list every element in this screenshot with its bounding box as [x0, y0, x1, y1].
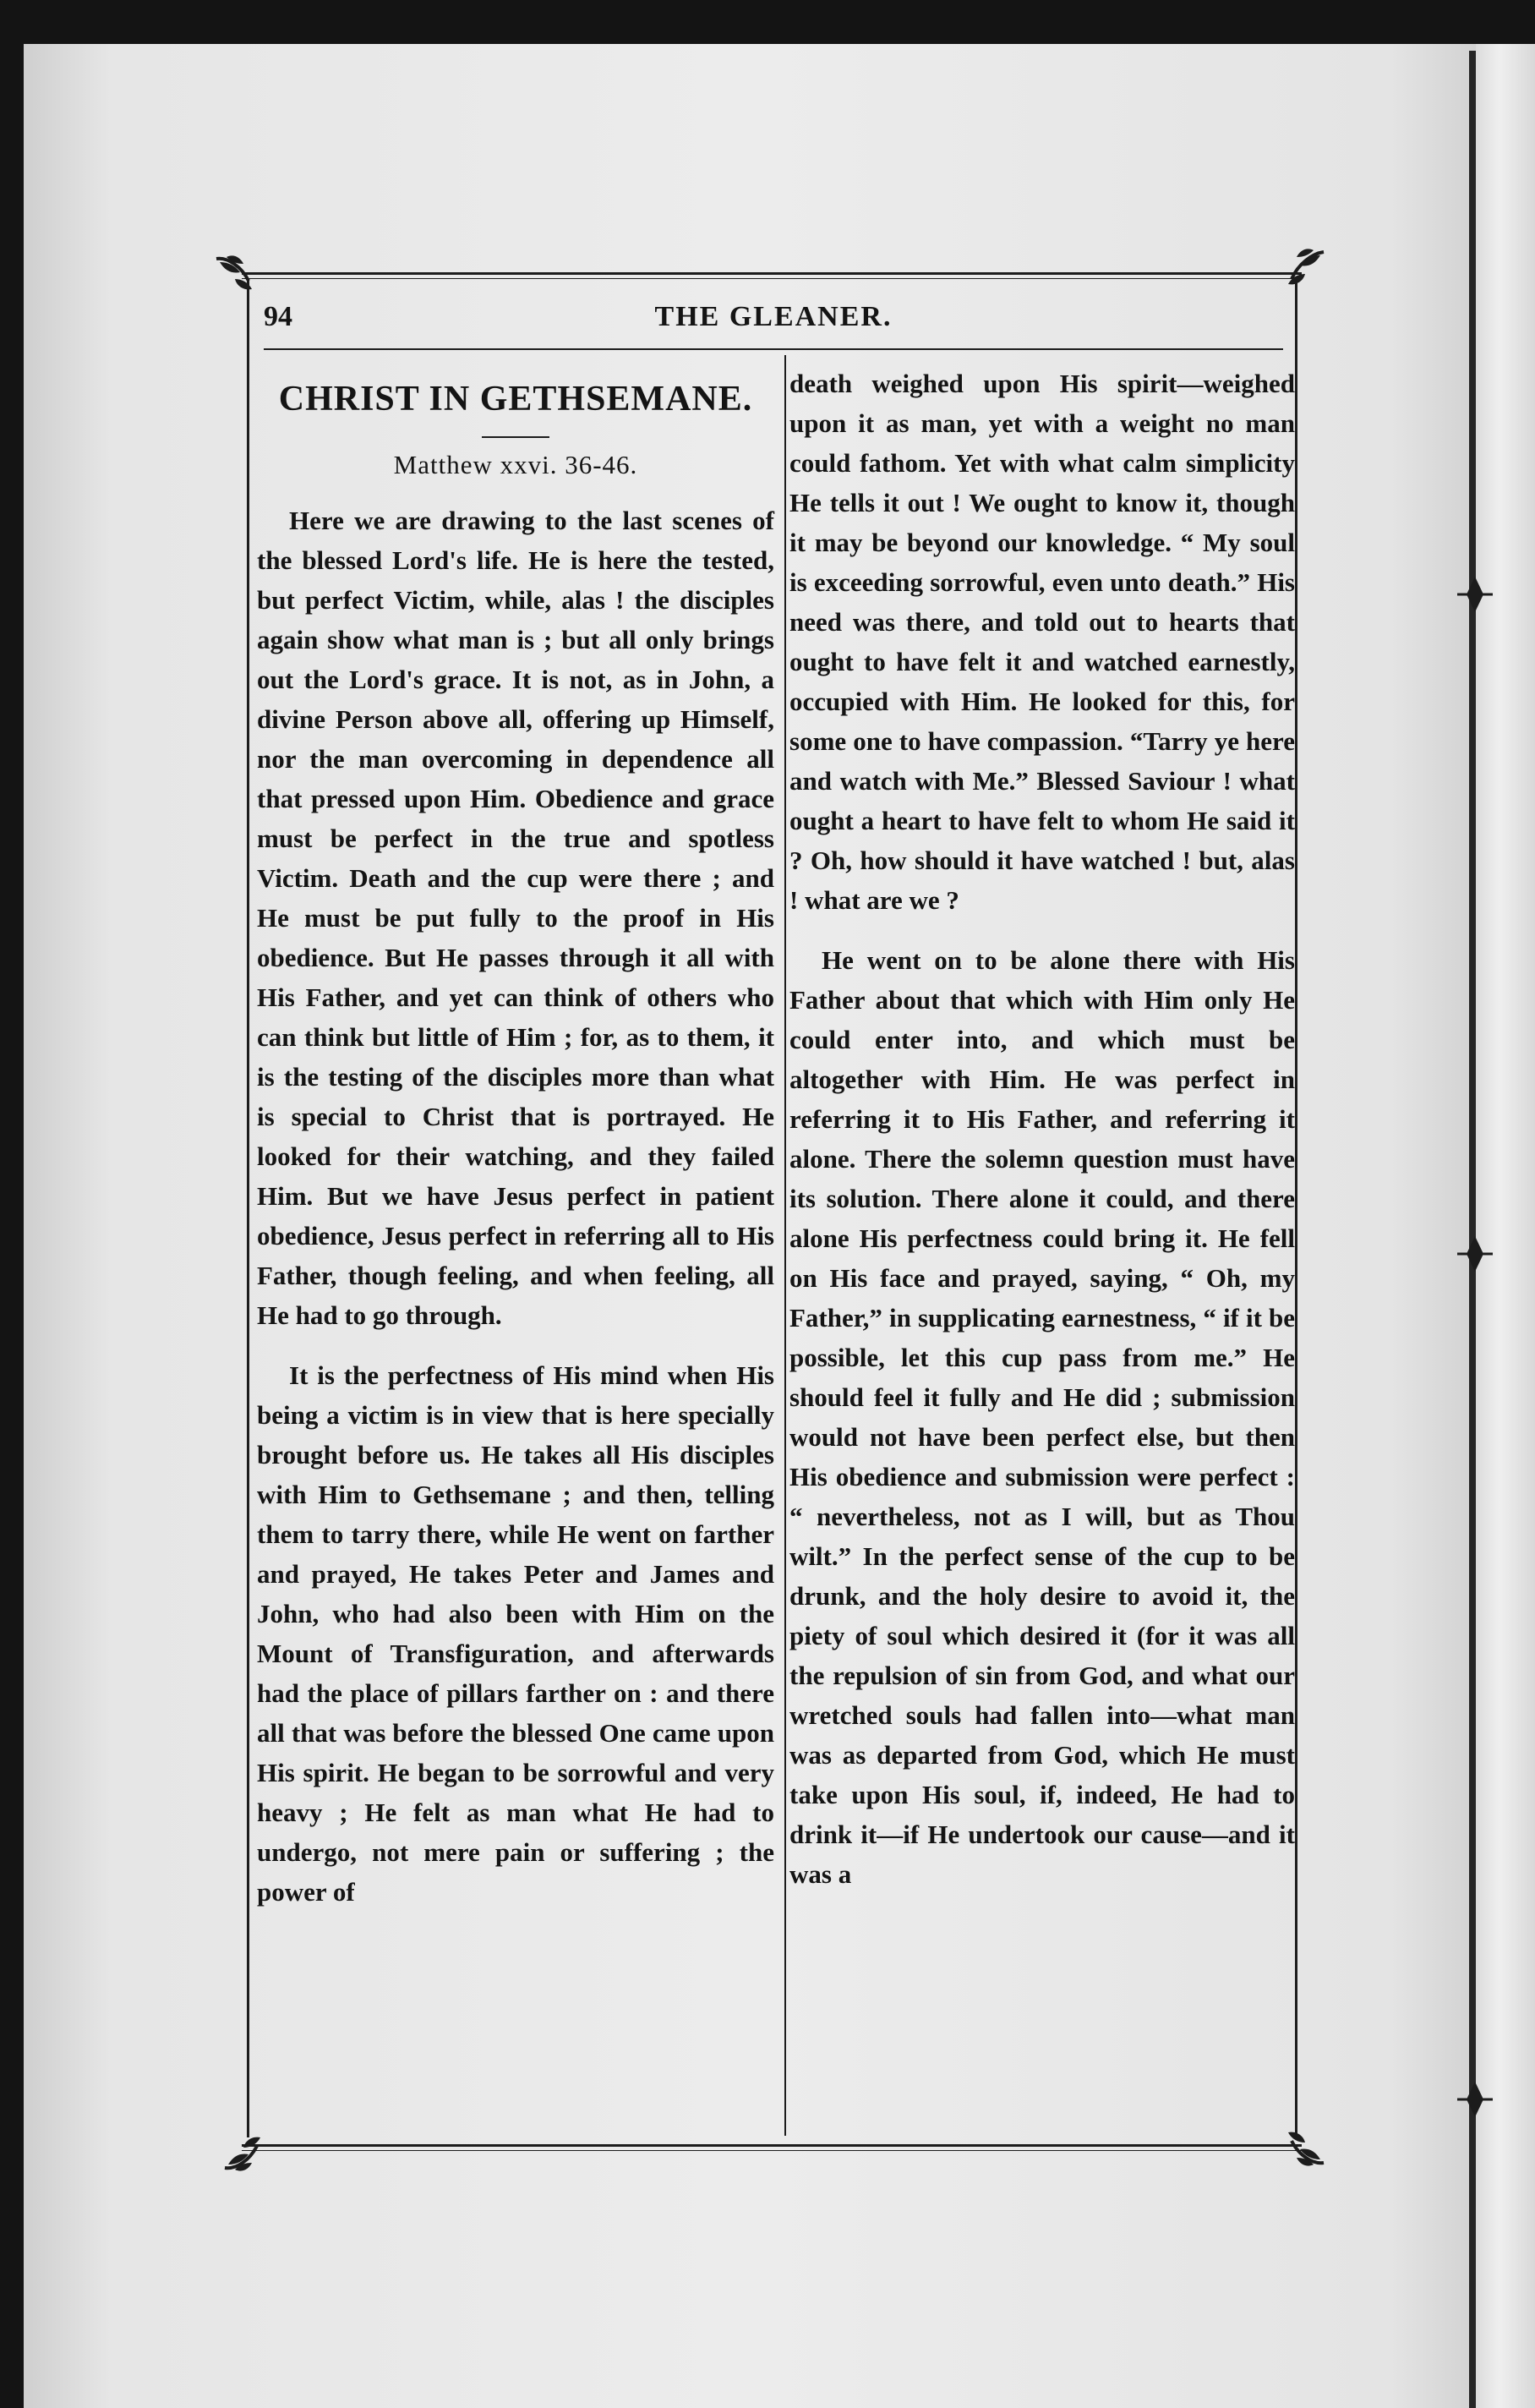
- leaf-sprig-icon: [218, 2124, 270, 2176]
- journal-title: THE GLEANER.: [654, 301, 893, 332]
- arrowhead-mark-icon: [1456, 575, 1494, 614]
- arrowhead-mark-icon: [1456, 2080, 1494, 2119]
- page-fold-line: [1469, 51, 1476, 2408]
- right-column: [789, 364, 1295, 1894]
- article-title: CHRIST IN GETHSEMANE.: [278, 380, 753, 419]
- paragraph: It is the perfectness of His mind when His being a victim is in view that is here specially brought before us. He takes all His disciples with Him to Gethsemane ; and then, telling them to tarry there, while He went on farther and prayed, He takes Peter and James and John, who had also been with Him on the Mount of Transfiguration, and afterwards had the place of pillars farther on : and there all that was before the blessed One came upon His spirit. He began to be sorrowful and very heavy ; He felt as man what He had to undergo, not mere pain or suffering ; the power of: [257, 1360, 774, 1907]
- arrowhead-mark-icon: [1456, 1234, 1494, 1273]
- adjacent-page-strip: [1476, 44, 1535, 2408]
- frame-top-rule: [242, 272, 1302, 275]
- leaf-sprig-icon: [1278, 245, 1330, 298]
- left-column: [257, 364, 774, 1912]
- running-head: [264, 298, 1283, 345]
- paragraph: He went on to be alone there with His Father about that which with Him only He could enter into, and which must be altogether with Him. He was perfect in referring it to His Father, and referring it alone. There the solemn question must have its solution. There alone it could, and there alone His perfectness could bring it. He fell on His face and prayed, saying, “ Oh, my Father,” in supplicating earnestness, “ if it be possible, let this cup pass from me.” He should feel it fully and He did ; submission would not have been perfect else, but then His obedience and submission were perfect : “ nevertheless, not as I will, but as Thou wilt.” In the perfect sense of the cup to be drunk, and the holy desire to avoid it, the piety of soul which desired it (for it was all the repulsion of sin from God, and what our wretched souls had fallen into—what man was as departed from God, which He must take upon His soul, if, indeed, He had to drink it—if He undertook our cause—and it was a: [789, 945, 1295, 1889]
- paragraph: death weighed upon His spirit—weighed upon it as man, yet with a weight no man could fathom. Yet with what calm simplicity He tells it out ! We ought to know it, though it may be beyond our knowledge. “ My soul is exceeding sorrowful, even unto death.” His need was there, and told out to hearts that ought to have felt it and watched earnestly, occupied with Him. He looked for this, for some one to have compassion. “Tarry ye here and watch with Me.” Blessed Saviour ! what ought a heart to have felt to whom He said it ? Oh, how should it have watched ! but, alas ! what are we ?: [789, 369, 1295, 915]
- leaf-sprig-icon: [210, 250, 262, 303]
- header-rule: [264, 348, 1283, 350]
- frame-bottom-rule: [242, 2144, 1302, 2147]
- frame-left-rule: [247, 279, 249, 2137]
- scripture-reference: Matthew xxvi. 36-46.: [393, 450, 638, 479]
- paragraph: Here we are drawing to the last scenes of the blessed Lord's life. He is here the tested, but perfect Victim, while, alas ! the disciples again show what man is ; but all only brings out the Lord's grace. It is not, as in John, a divine Person above all, offering up Himself, nor the man overcoming in dependence all that pressed upon Him. Obedience and grace must be perfect in the true and spotless Victim. Death and the cup were there ; and He must be put fully to the proof in His obedience. But He passes through it all with His Father, and yet can think of others who can think but little of Him ; for, as to them, it is the testing of the disciples more than what is special to Christ that is portrayed. He looked for their watching, and they failed Him. But we have Jesus perfect in patient obedience, Jesus perfect in referring all to His Father, though feeling, and when feeling, all He had to go through.: [257, 506, 774, 1330]
- page-number: 94: [264, 301, 292, 332]
- frame-right-rule: [1295, 279, 1297, 2137]
- title-rule: [482, 436, 549, 438]
- column-divider: [784, 355, 786, 2136]
- leaf-sprig-icon: [1278, 2119, 1330, 2171]
